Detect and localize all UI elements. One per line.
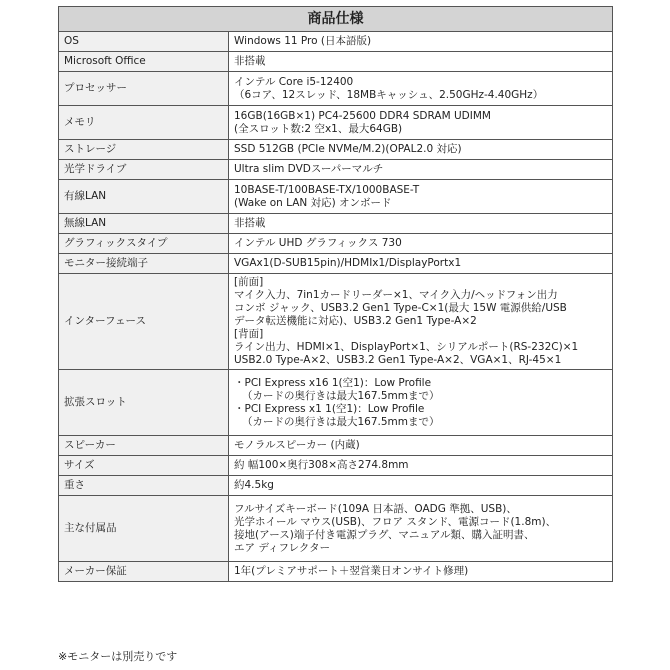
spec-label: スピーカー: [59, 436, 229, 456]
spec-value-line: データ転送機能に対応)、USB3.2 Gen1 Type-A×2: [234, 315, 477, 327]
spec-label: 無線LAN: [59, 214, 229, 234]
spec-label: サイズ: [59, 456, 229, 476]
spec-value: [229, 140, 613, 160]
spec-label: 拡張スロット: [59, 370, 229, 436]
spec-value-line: (Wake on LAN 対応) オンボード: [234, 196, 392, 209]
spec-value-line: フルサイズキーボード(109A 日本語、OADG 準拠、USB)、: [234, 502, 517, 515]
title-row: [59, 7, 613, 32]
spec-label: インターフェース: [59, 274, 229, 370]
spec-row: [59, 234, 613, 254]
spec-row: [59, 106, 613, 140]
spec-label: 光学ドライブ: [59, 160, 229, 180]
spec-value-line: 約4.5kg: [234, 479, 274, 491]
spec-value-line: （カードの奥行きは最大167.5mmまで）: [242, 389, 440, 402]
spec-value: [229, 456, 613, 476]
footnote: ※モニターは別売りです: [58, 650, 178, 663]
spec-label: プロセッサー: [59, 72, 229, 106]
spec-value-line: 非搭載: [234, 217, 266, 229]
spec-value-line: 10BASE-T/100BASE-TX/1000BASE-T: [234, 183, 420, 196]
table-title: 商品仕様: [59, 7, 613, 32]
spec-row: [59, 72, 613, 106]
spec-value-line: [背面]: [234, 328, 264, 340]
spec-row: [59, 496, 613, 562]
spec-value-line: [前面]: [234, 276, 264, 288]
spec-row: [59, 370, 613, 436]
spec-body: [59, 32, 613, 582]
spec-label: グラフィックスタイプ: [59, 234, 229, 254]
spec-value-line: SSD 512GB (PCIe NVMe/M.2)(OPAL2.0 対応): [234, 143, 462, 155]
spec-value: [229, 52, 613, 72]
spec-value-line: （カードの奥行きは最大167.5mmまで）: [242, 415, 440, 428]
spec-value-line: 光学ホイール マウス(USB)、フロア スタンド、電源コード(1.8m)、: [234, 515, 557, 528]
spec-value-line: ・PCI Express x1 1(空1)：Low Profile: [234, 402, 425, 415]
spec-value-line: (全スロット数:2 空x1、最大64GB): [234, 122, 403, 135]
spec-value: [229, 274, 613, 370]
spec-label: メモリ: [59, 106, 229, 140]
spec-value: [229, 160, 613, 180]
spec-label: 重さ: [59, 476, 229, 496]
spec-row: [59, 160, 613, 180]
spec-value-line: モノラルスピーカー (内蔵): [234, 439, 360, 451]
spec-value-line: Windows 11 Pro (日本語版): [234, 35, 372, 47]
spec-value-line: 16GB(16GB×1) PC4-25600 DDR4 SDRAM UDIMM: [234, 109, 491, 122]
spec-row: [59, 32, 613, 52]
spec-row: [59, 254, 613, 274]
spec-value: [229, 562, 613, 582]
spec-label: モニター接続端子: [59, 254, 229, 274]
spec-value-line: USB2.0 Type-A×2、USB3.2 Gen1 Type-A×2、VGA×1、RJ-45×1: [234, 354, 562, 366]
spec-row: [59, 436, 613, 456]
spec-row: [59, 456, 613, 476]
spec-label: 主な付属品: [59, 496, 229, 562]
spec-value: [229, 370, 613, 436]
spec-value-line: 約 幅100×奥行308×高さ274.8mm: [234, 459, 409, 471]
spec-value-line: 接地(アース)端子付き電源プラグ、マニュアル類、購入証明書、: [234, 528, 535, 541]
spec-row: [59, 140, 613, 160]
spec-label: メーカー保証: [59, 562, 229, 582]
spec-table: [58, 6, 613, 582]
spec-value-line: インテル Core i5-12400: [234, 75, 354, 88]
spec-value-line: 1年(プレミアサポート＋翌営業日オンサイト修理): [234, 565, 469, 577]
spec-value-line: Ultra slim DVDスーパーマルチ: [234, 163, 384, 175]
spec-label: Microsoft Office: [59, 52, 229, 72]
spec-value-line: ライン出力、HDMI×1、DisplayPort×1、シリアルポート(RS-232C)×1: [234, 341, 579, 353]
spec-row: [59, 274, 613, 370]
spec-value: [229, 234, 613, 254]
spec-value-line: 非搭載: [234, 55, 266, 67]
spec-value: [229, 436, 613, 456]
spec-row: [59, 214, 613, 234]
spec-value-line: ・PCI Express x16 1(空1)：Low Profile: [234, 376, 432, 389]
spec-value: [229, 106, 613, 140]
spec-value-line: インテル UHD グラフィックス 730: [234, 237, 402, 249]
spec-value-line: VGAx1(D-SUB15pin)/HDMIx1/DisplayPortx1: [234, 257, 462, 269]
spec-row: [59, 52, 613, 72]
spec-value: [229, 214, 613, 234]
spec-row: [59, 562, 613, 582]
spec-label: OS: [59, 32, 229, 52]
spec-value: [229, 476, 613, 496]
spec-row: [59, 180, 613, 214]
spec-value: [229, 32, 613, 52]
spec-value: [229, 496, 613, 562]
spec-row: [59, 476, 613, 496]
spec-value-line: コンボ ジャック、USB3.2 Gen1 Type-C×1(最大 15W 電源供給/USB: [234, 302, 567, 314]
spec-value: [229, 254, 613, 274]
spec-value-line: エア ディフレクター: [234, 541, 331, 554]
spec-value: [229, 72, 613, 106]
spec-value: [229, 180, 613, 214]
spec-label: ストレージ: [59, 140, 229, 160]
spec-label: 有線LAN: [59, 180, 229, 214]
spec-value-line: （6コア、12スレッド、18MBキャッシュ、2.50GHz-4.40GHz）: [234, 88, 544, 101]
spec-value-line: マイク入力、7in1カードリーダー×1、マイク入力/ヘッドフォン出力: [234, 289, 558, 301]
